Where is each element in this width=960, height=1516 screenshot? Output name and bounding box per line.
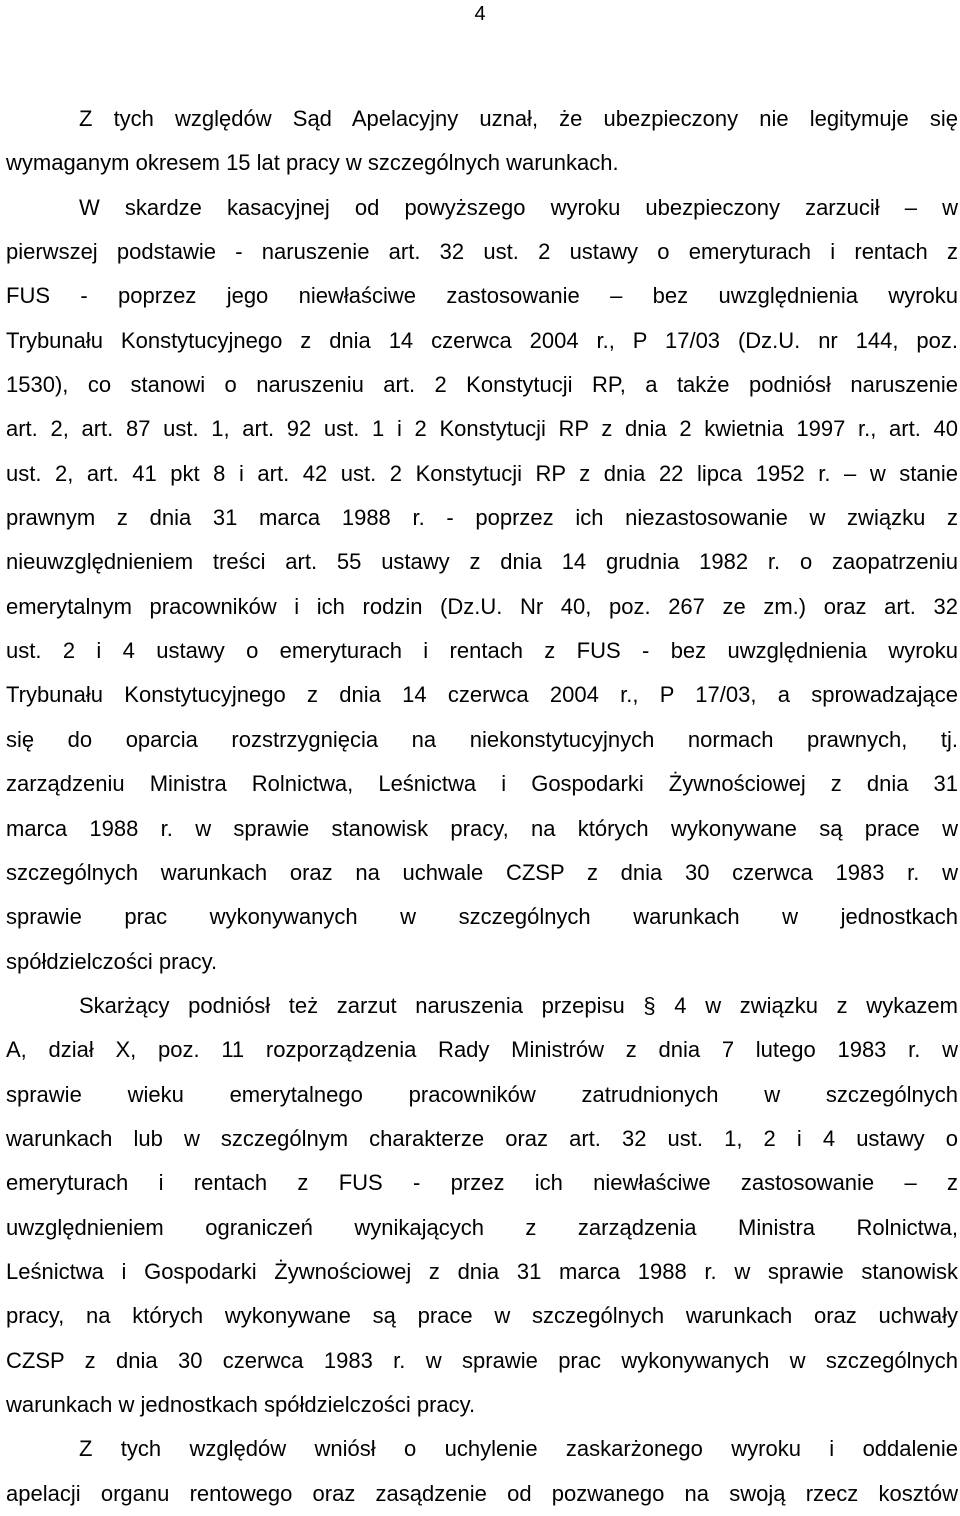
text-line: warunkach w jednostkach spółdzielczości pracy. xyxy=(6,1391,476,1417)
text-line: sprawie prac wykonywanych w szczególnych warunkach w jednostkach xyxy=(6,904,958,930)
text-line: się do oparcia rozstrzygnięcia na niekonstytucyjnych normach prawnych, tj. xyxy=(6,726,958,752)
text-line: Leśnictwa i Gospodarki Żywnościowej z dnia 31 marca 1988 r. w sprawie stanowisk xyxy=(6,1258,958,1284)
text-line: sprawie wieku emerytalnego pracowników zatrudnionych w szczególnych xyxy=(6,1081,958,1107)
text-line: emerytalnym pracowników i ich rodzin (Dz.U. Nr 40, poz. 267 ze zm.) oraz art. 32 xyxy=(6,593,958,619)
text-line: CZSP z dnia 30 czerwca 1983 r. w sprawie prac wykonywanych w szczególnych xyxy=(6,1347,958,1373)
text-line: Trybunału Konstytucyjnego z dnia 14 czerwca 2004 r., P 17/03, a sprowadzające xyxy=(6,682,958,708)
text-line: Skarżący podniósł też zarzut naruszenia przepisu § 4 w związku z wykazem xyxy=(79,992,958,1018)
document-body xyxy=(6,97,958,1516)
text-line: W skardze kasacyjnej od powyższego wyroku ubezpieczony zarzucił – w xyxy=(79,194,958,220)
text-line: Trybunału Konstytucyjnego z dnia 14 czerwca 2004 r., P 17/03 (Dz.U. nr 144, poz. xyxy=(6,327,958,353)
text-line: Z tych względów Sąd Apelacyjny uznał, że ubezpieczony nie legitymuje się xyxy=(79,106,958,131)
text-line: szczególnych warunkach oraz na uchwale CZSP z dnia 30 czerwca 1983 r. w xyxy=(6,859,958,885)
text-line: pracy, na których wykonywane są prace w szczególnych warunkach oraz uchwały xyxy=(6,1303,958,1329)
text-line: prawnym z dnia 31 marca 1988 r. - poprzez ich niezastosowanie w związku z xyxy=(6,505,958,531)
text-line: nieuwzględnieniem treści art. 55 ustawy z dnia 14 grudnia 1982 r. o zaopatrzeniu xyxy=(6,549,958,575)
text-line: apelacji organu rentowego oraz zasądzenie od pozwanego na swoją rzecz kosztów xyxy=(6,1480,958,1506)
text-line: uwzględnieniem ograniczeń wynikających z zarządzenia Ministra Rolnictwa, xyxy=(6,1214,958,1240)
text-line: emeryturach i rentach z FUS - przez ich niewłaściwe zastosowanie – z xyxy=(6,1170,958,1196)
page-number: 4 xyxy=(474,3,486,25)
text-line: pierwszej podstawie - naruszenie art. 32 ust. 2 ustawy o emeryturach i rentach z xyxy=(6,239,958,265)
text-line: marca 1988 r. w sprawie stanowisk pracy, na których wykonywane są prace w xyxy=(6,815,958,841)
text-line: art. 2, art. 87 ust. 1, art. 92 ust. 1 i 2 Konstytucji RP z dnia 2 kwietnia 1997 r., art. 40 xyxy=(6,416,958,442)
text-line: ust. 2, art. 41 pkt 8 i art. 42 ust. 2 Konstytucji RP z dnia 22 lipca 1952 r. – w stanie xyxy=(6,460,958,486)
text-line: wymaganym okresem 15 lat pracy w szczególnych warunkach. xyxy=(6,150,619,176)
text-line: FUS - poprzez jego niewłaściwe zastosowanie – bez uwzględnienia wyroku xyxy=(6,283,958,309)
text-line: zarządzeniu Ministra Rolnictwa, Leśnictwa i Gospodarki Żywnościowej z dnia 31 xyxy=(6,771,958,797)
text-line: Z tych względów wniósł o uchylenie zaskarżonego wyroku i oddalenie xyxy=(79,1436,958,1462)
text-line: 1530), co stanowi o naruszeniu art. 2 Konstytucji RP, a także podniósł naruszenie xyxy=(6,372,958,398)
text-line: A, dział X, poz. 11 rozporządzenia Rady Ministrów z dnia 7 lutego 1983 r. w xyxy=(6,1037,958,1063)
text-line: ust. 2 i 4 ustawy o emeryturach i rentach z FUS - bez uwzględnienia wyroku xyxy=(6,638,958,664)
text-line: spółdzielczości pracy. xyxy=(6,948,218,974)
text-line: warunkach lub w szczególnym charakterze oraz art. 32 ust. 1, 2 i 4 ustawy o xyxy=(6,1125,958,1151)
